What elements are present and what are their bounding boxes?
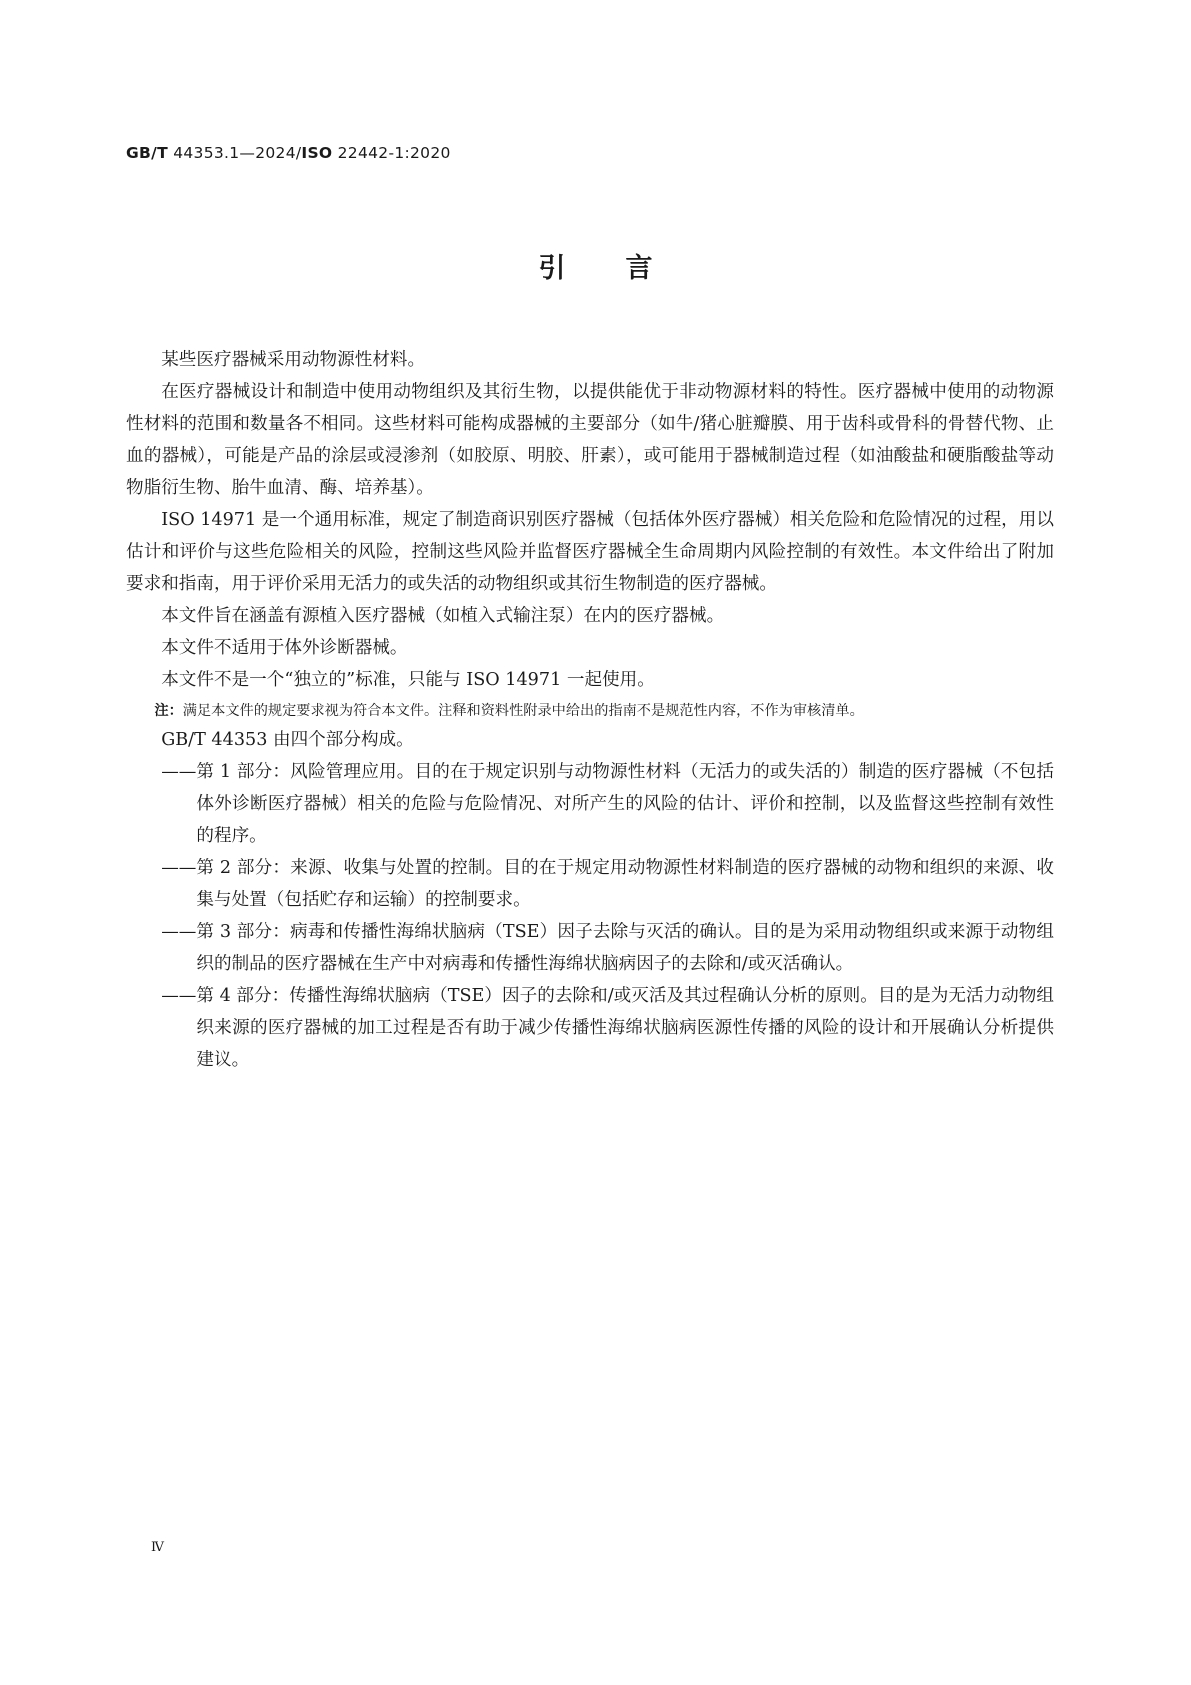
note	[126, 698, 1054, 724]
part-item	[126, 980, 1054, 1076]
list-dash: ——	[161, 762, 197, 782]
paragraph: 某些医疗器械采用动物源性材料。	[161, 350, 426, 370]
standard-code: GB/T	[126, 144, 168, 162]
paragraph: 在医疗器械设计和制造中使用动物组织及其衍生物，以提供能优于非动物源材料的特性。医疗器械中使用的动物源性材料的范围和数量各不相同。这些材料可能构成器械的主要部分（如牛/猪心脏瓣膜、用于齿科或骨科的骨替代物、止血的器械），可能是产品的涂层或浸渗剂（如胶原、明胶、肝素），或可能用于器械制造过程（如油酸盐和硬脂酸盐等动物脂衍生物、胎牛血清、酶、培养基）。	[126, 382, 1054, 498]
list-dash: ——	[161, 858, 197, 878]
list-dash: ——	[161, 922, 197, 942]
note-text: 满足本文件的规定要求视为符合本文件。注释和资料性附录中给出的指南不是规范性内容，不作为审核清单。	[182, 703, 864, 719]
paragraph: 本文件不是一个“独立的”标准，只能与 ISO 14971 一起使用。	[161, 670, 655, 690]
part-text: 第 2 部分：来源、收集与处置的控制。目的在于规定用动物源性材料制造的医疗器械的动物和组织的来源、收集与处置（包括贮存和运输）的控制要求。	[196, 858, 1054, 910]
part-text: 第 4 部分：传播性海绵状脑病（TSE）因子的去除和/或灭活及其过程确认分析的原则。目的是为无活力动物组织来源的医疗器械的加工过程是否有助于减少传播性海绵状脑病医源性传播的风险的设计和开展确认分析提供建议。	[196, 986, 1054, 1070]
paragraph: 本文件旨在涵盖有源植入医疗器械（如植入式输注泵）在内的医疗器械。	[161, 606, 725, 626]
part-text: 第 3 部分：病毒和传播性海绵状脑病（TSE）因子去除与灭活的确认。目的是为采用动物组织或来源于动物组织的制品的医疗器械在生产中对病毒和传播性海绵状脑病因子的去除和/或灭活确认。	[196, 922, 1054, 974]
paragraph: ISO 14971 是一个通用标准，规定了制造商识别医疗器械（包括体外医疗器械）相关危险和危险情况的过程，用以估计和评价与这些危险相关的风险，控制这些风险并监督医疗器械全生命周期内风险控制的有效性。本文件给出了附加要求和指南，用于评价采用无活力的或失活的动物组织或其衍生物制造的医疗器械。	[126, 510, 1054, 594]
note-label: 注：	[154, 703, 183, 719]
parts-intro: GB/T 44353 由四个部分构成。	[161, 730, 414, 750]
list-dash: ——	[161, 986, 197, 1006]
standard-number: 44353.1—2024/	[167, 144, 302, 162]
iso-code: ISO	[301, 144, 333, 162]
page-number: Ⅳ	[151, 1540, 164, 1555]
iso-number: 22442-1:2020	[332, 144, 451, 162]
part-item	[126, 852, 1054, 916]
paragraph: 本文件不适用于体外诊断器械。	[161, 638, 408, 658]
standard-header	[126, 144, 451, 162]
document-body	[126, 344, 1054, 1076]
page-title: 引言	[538, 253, 713, 284]
part-item	[126, 756, 1054, 852]
part-item	[126, 916, 1054, 980]
part-text: 第 1 部分：风险管理应用。目的在于规定识别与动物源性材料（无活力的或失活的）制造的医疗器械（不包括体外诊断医疗器械）相关的危险与危险情况、对所产生的风险的估计、评价和控制，以及监督这些控制有效性的程序。	[196, 762, 1054, 846]
